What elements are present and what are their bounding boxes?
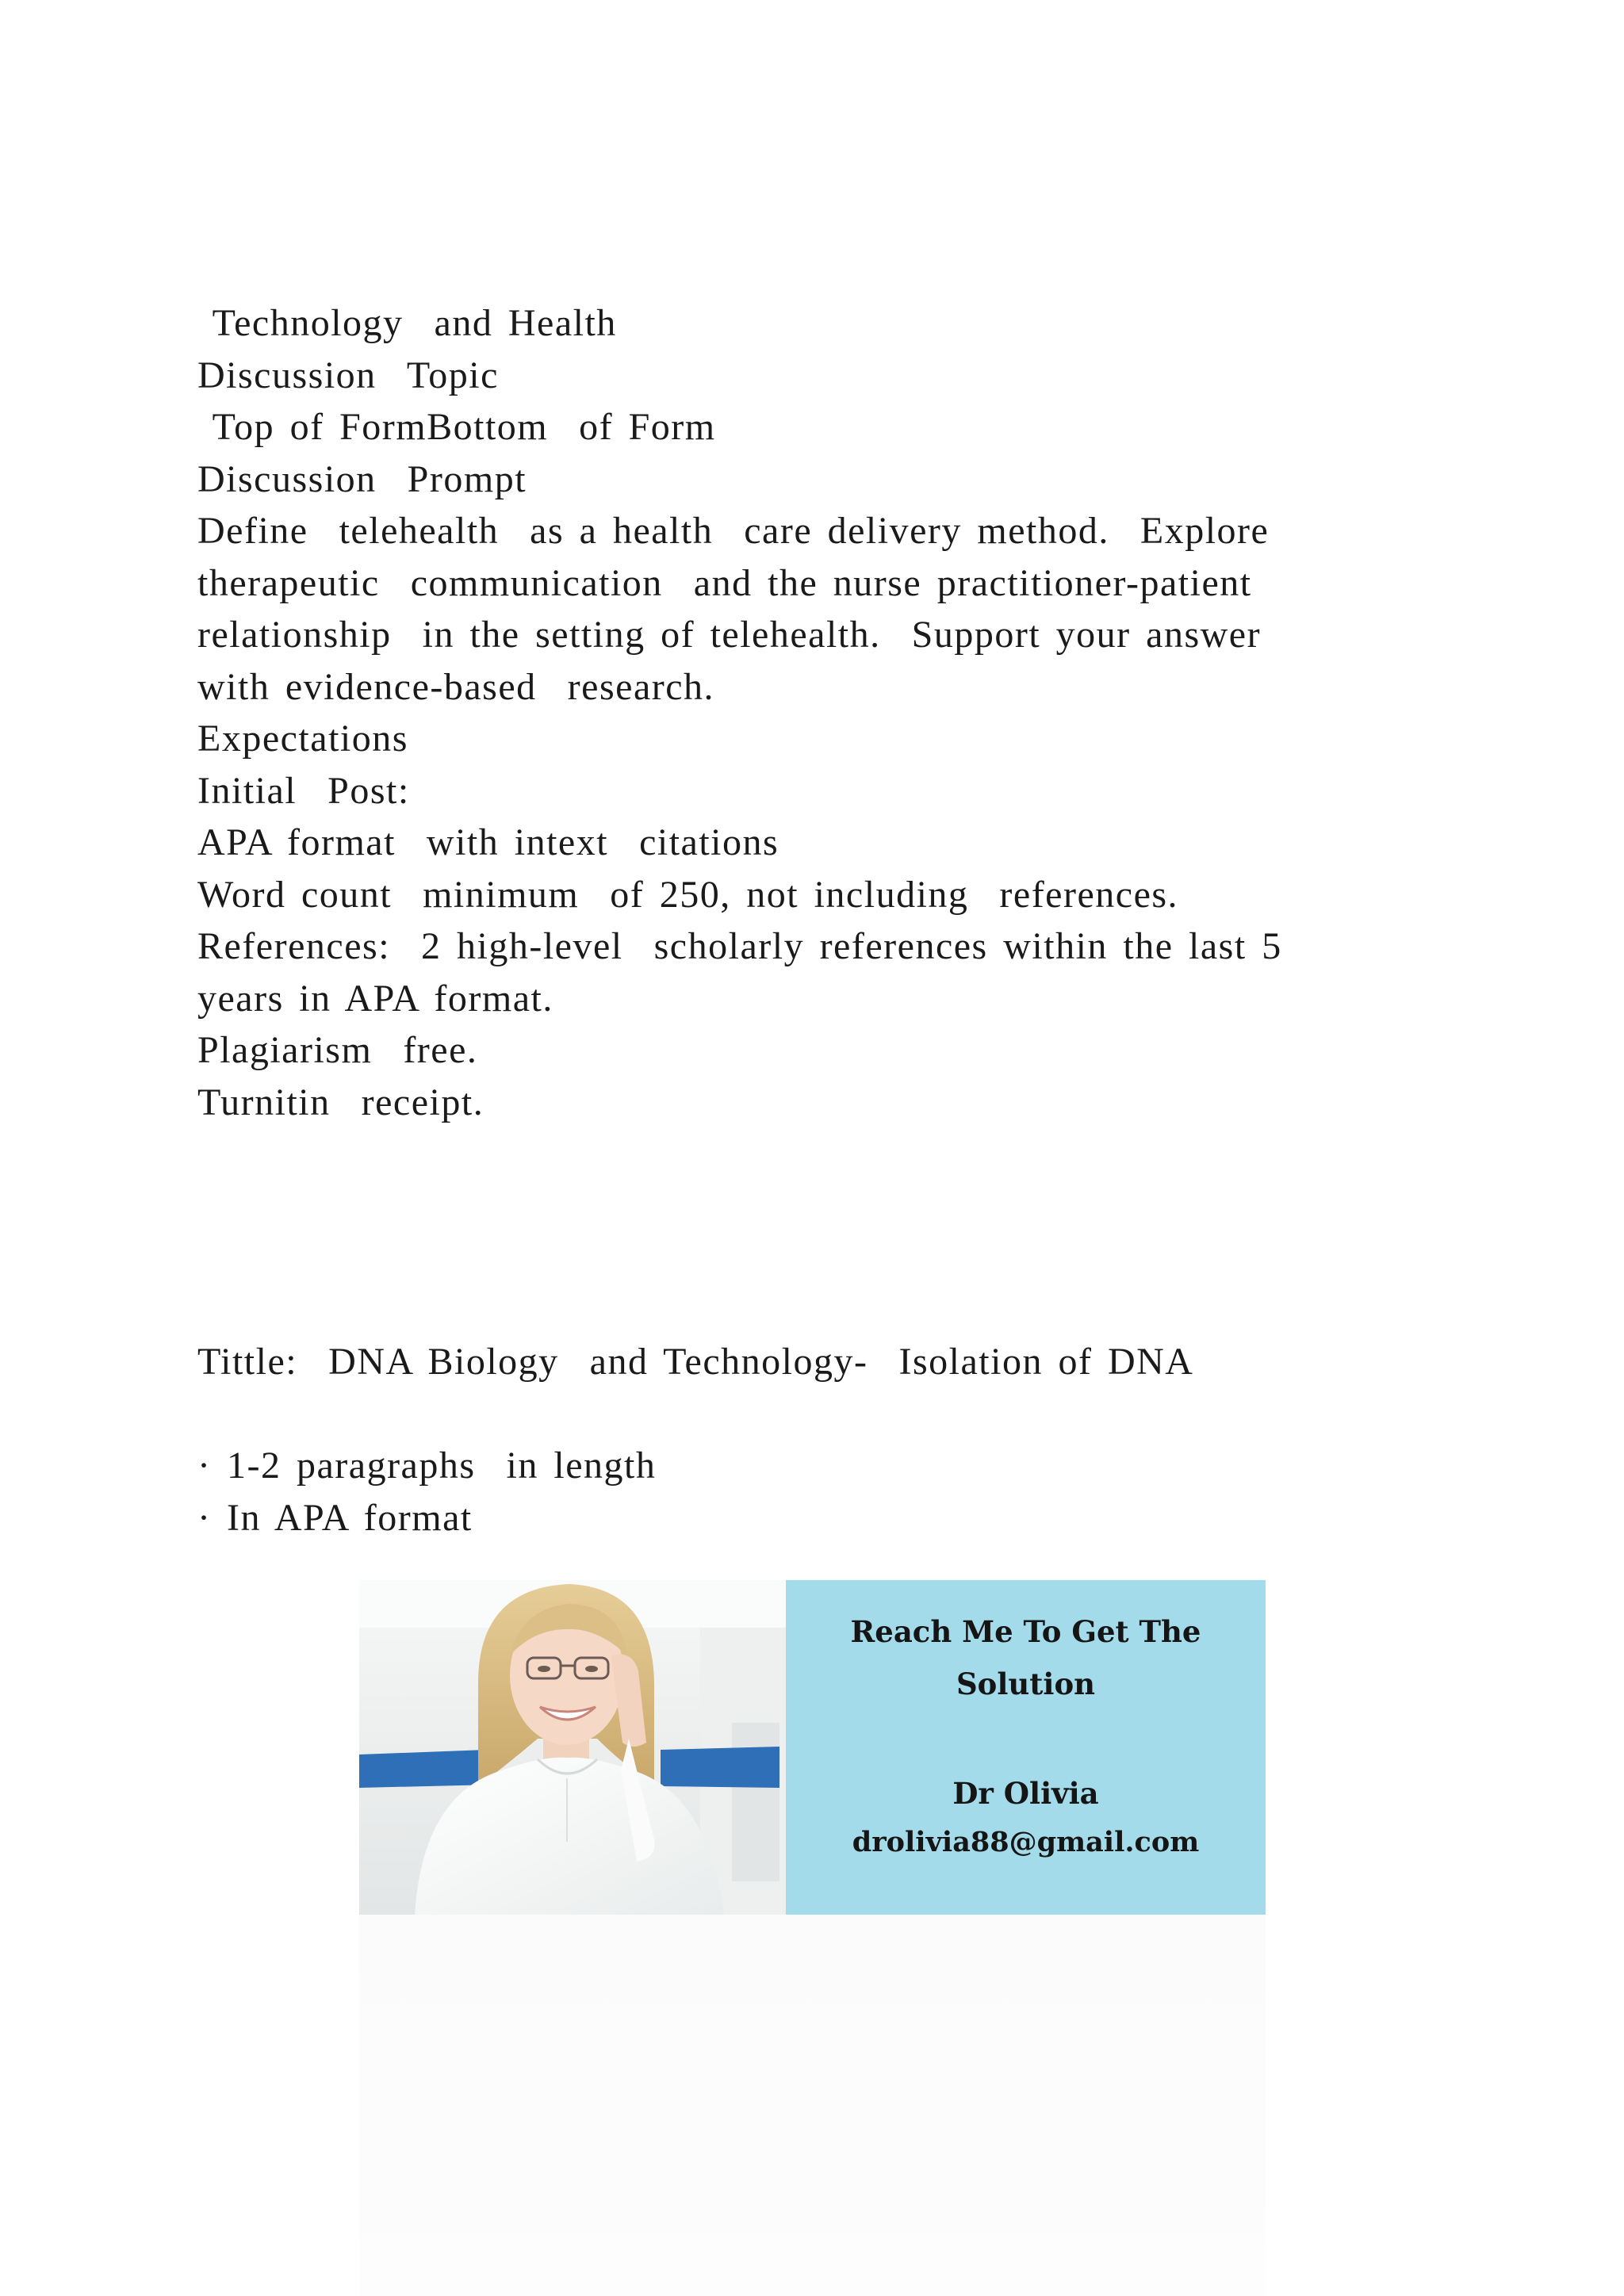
doc-line-references-1: References: 2 high-level scholarly references within the last 5	[197, 925, 1282, 967]
doc-line-heading: Technology and Health	[197, 302, 617, 344]
bullet-item: · In APA format	[197, 1496, 473, 1539]
document-body	[197, 297, 1434, 1544]
doc-line-references-2: years in APA format.	[197, 977, 553, 1020]
spacer	[197, 1128, 1434, 1336]
doc-line-prompt-1: Define telehealth as a health care delivery method. Explore	[197, 510, 1270, 552]
doc-line-initial-post: Initial Post:	[197, 769, 410, 812]
doc-line-apa-format: APA format with intext citations	[197, 821, 779, 863]
doc-line-prompt-2: therapeutic communication and the nurse practitioner-patient	[197, 561, 1252, 604]
doc-line-prompt-3: relationship in the setting of telehealth. Support your answer	[197, 614, 1262, 656]
doc-line-discussion-topic: Discussion Topic	[197, 354, 499, 396]
contact-email[interactable]: drolivia88@gmail.com	[852, 1826, 1200, 1858]
doc-line-expectations: Expectations	[197, 718, 408, 760]
banner-headline-line: Solution	[956, 1667, 1096, 1701]
banner-contact-panel	[786, 1580, 1266, 1915]
doc-line-form-markers: Top of FormBottom of Form	[197, 406, 716, 448]
spacer	[197, 1388, 1434, 1441]
doc-title-line: Tittle: DNA Biology and Technology- Isolation of DNA	[197, 1341, 1194, 1383]
banner-headline-line: Reach Me To Get The	[850, 1614, 1201, 1649]
doc-line-turnitin: Turnitin receipt.	[197, 1081, 485, 1123]
contact-banner	[359, 1580, 1266, 1915]
banner-photo	[359, 1580, 786, 1915]
doc-line-plagiarism: Plagiarism free.	[197, 1029, 478, 1071]
banner-lower-area	[359, 1915, 1266, 2296]
contact-name: Dr Olivia	[952, 1776, 1099, 1811]
bullet-item: · 1-2 paragraphs in length	[197, 1445, 657, 1487]
doc-line-prompt-4: with evidence-based research.	[197, 665, 715, 708]
woman-photo-illustration	[359, 1580, 786, 1915]
doc-line-discussion-prompt: Discussion Prompt	[197, 457, 527, 500]
banner-headline	[786, 1605, 1266, 1710]
doc-line-word-count: Word count minimum of 250, not including references.	[197, 873, 1179, 916]
